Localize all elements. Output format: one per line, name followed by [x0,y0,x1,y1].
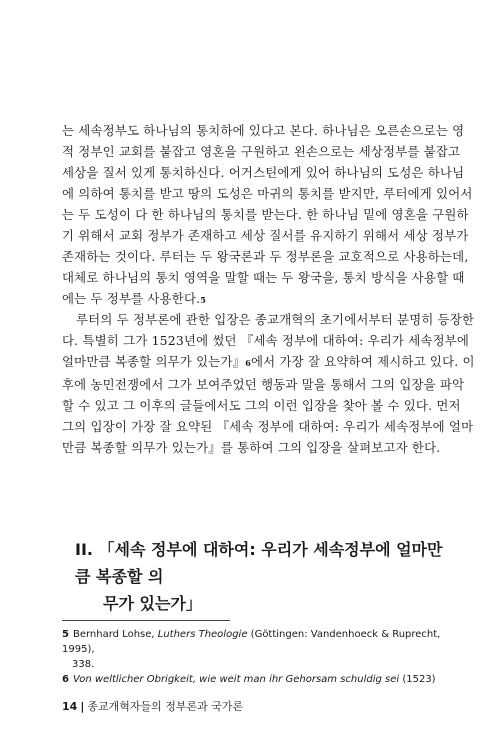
page-number: 14 [62,700,78,713]
text-line: 기 위해서 교회 정부가 존재하고 세상 질서를 유지하기 위해서 세상 정부가 [62,228,469,243]
paragraph-1 [62,120,473,311]
footnote-book-title: Von weltlicher Obrigkeit, wie weit man ihr Gehorsam schuldig sei [72,674,400,685]
text-fragment: 에는 두 정부를 사용한다. [62,291,201,306]
footnote-text: Bernhard Lohse, [72,629,158,640]
page-footer [62,698,243,714]
footnote-marker: 5 [200,295,207,305]
text-line: 는 두 도성이 다 한 하나님의 통치를 받는다. 한 하나님 밑에 영혼을 구원하 [62,207,469,222]
text-line: 에 의하여 통치를 받고 땅의 도성은 마귀의 통치를 받지만, 루터에게 있어서 [62,186,473,201]
footnote-number: 5 [62,629,69,640]
text-line: 루터의 두 정부론에 관한 입장은 종교개혁의 초기에서부터 분명히 등장한 [76,312,475,327]
section-heading [75,536,445,617]
footnotes [62,627,442,687]
heading-line: 무가 있는가」 [103,594,202,613]
text-line [62,288,435,311]
text-fragment: 에서 가장 잘 요약하여 제시하고 있다. 이 [251,354,475,369]
footnote-number: 6 [62,674,69,685]
text-line: 대체로 하나님의 통치 영역을 말할 때는 두 왕국을, 통치 방식을 사용할 때 [62,270,465,285]
footnote-marker: 6 [245,358,251,368]
footnote-book-title: Luthers Theologie [157,629,248,640]
text-fragment: 얼마만큼 복종할 의무가 있는가』 [62,354,246,369]
paragraph-2 [62,309,475,458]
folio-separator: | [80,700,85,713]
text-line [62,351,475,374]
text-line: 후에 농민전쟁에서 그가 보여주었던 행동과 말을 통해서 그의 입장을 파악 [62,377,465,392]
footnote-text: (1523) [399,674,436,685]
text-line: 는 세속정부도 하나님의 통치하에 있다고 본다. 하나님은 오른손으로는 영 [62,123,465,138]
heading-line: II. 「세속 정부에 대하여: 우리가 세속정부에 얼마만큼 복종할 의 [75,540,443,586]
footnote-6 [62,672,442,687]
footnote-divider [62,620,230,621]
text-line: 적 정부인 교회를 붙잡고 영혼을 구원하고 왼손으로는 세상정부를 붙잡고 [62,144,461,159]
footnote-5 [62,627,442,672]
text-line: 존재하는 것이다. 루터는 두 왕국론과 두 정부론을 교호적으로 사용하는데, [62,249,469,264]
footnote-text: (Göttingen: Vandenhoeck & Ruprecht, 1995), [62,629,441,655]
running-title: 종교개혁자들의 정부론과 국가론 [87,700,244,713]
text-line: 다. 특별히 그가 1523년에 썼던 『세속 정부에 대하여: 우리가 세속정부에 [62,333,470,348]
text-line: 세상을 질서 있게 통치하신다. 어거스틴에게 있어 하나님의 도성은 하나님 [62,165,465,180]
text-line: 할 수 있고 그 이후의 글들에서도 그의 이런 입장을 찾아 볼 수 있다. 먼저 [62,398,461,413]
footnote-text: 338. [72,659,95,670]
text-line: 그의 입장이 가장 잘 요약된 『세속 정부에 대하여: 우리가 세속정부에 얼마 [62,419,474,434]
text-line: 만큼 복종할 의무가 있는가』를 통하여 그의 입장을 살펴보고자 한다. [62,440,441,455]
